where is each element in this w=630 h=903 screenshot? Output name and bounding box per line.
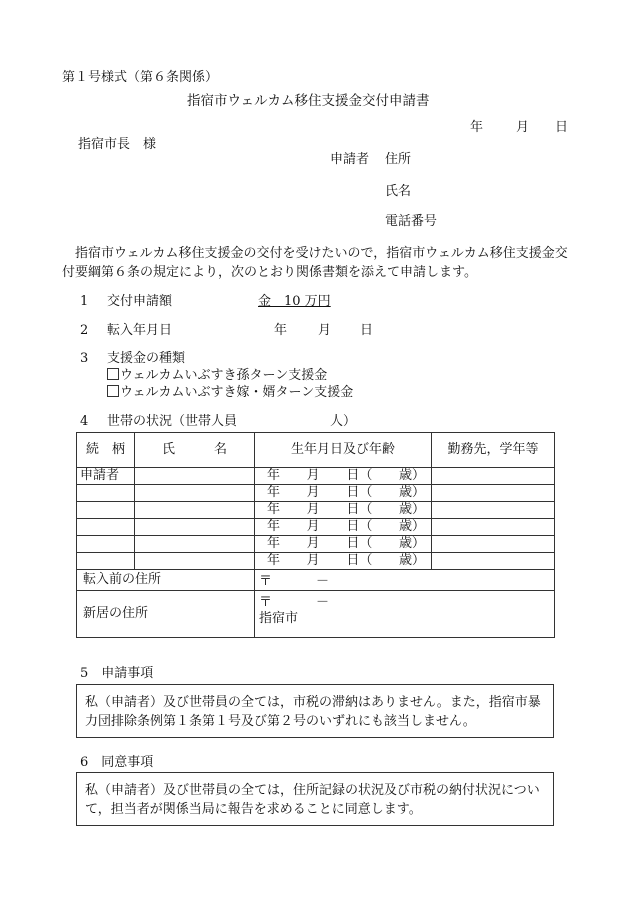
name-cell[interactable] bbox=[135, 485, 255, 502]
relation-cell[interactable] bbox=[77, 519, 135, 536]
new-address-row bbox=[77, 591, 555, 638]
date-month: 月 bbox=[516, 120, 530, 135]
postal-mark-icon: 〒 bbox=[259, 574, 273, 589]
workplace-cell[interactable] bbox=[432, 519, 555, 536]
dob-day: 日（ bbox=[346, 553, 373, 568]
header-name: 氏 名 bbox=[135, 433, 255, 468]
table-row bbox=[77, 468, 555, 485]
dob-age: 歳） bbox=[398, 553, 425, 568]
dob-month: 月 bbox=[306, 519, 320, 534]
name-cell[interactable] bbox=[135, 553, 255, 570]
dob-year: 年 bbox=[267, 468, 281, 483]
dob-age: 歳） bbox=[398, 536, 425, 551]
header-relation: 続 柄 bbox=[77, 433, 135, 468]
dob-year: 年 bbox=[267, 485, 281, 500]
dob-year: 年 bbox=[267, 536, 281, 551]
dob-age: 歳） bbox=[398, 519, 425, 534]
form-number: 第１号様式（第６条関係） bbox=[62, 70, 219, 85]
dob-cell[interactable] bbox=[255, 553, 432, 570]
name-cell[interactable] bbox=[135, 468, 255, 485]
dob-day: 日（ bbox=[346, 485, 373, 500]
dob-year: 年 bbox=[267, 519, 281, 534]
item2-month: 月 bbox=[318, 323, 332, 338]
dob-cell[interactable] bbox=[255, 519, 432, 536]
workplace-cell[interactable] bbox=[432, 536, 555, 553]
dob-day: 日（ bbox=[346, 519, 373, 534]
workplace-cell[interactable] bbox=[432, 485, 555, 502]
dob-cell[interactable] bbox=[255, 485, 432, 502]
new-address-label-text: 新居の住所 bbox=[83, 606, 149, 621]
section6-box bbox=[76, 772, 554, 826]
dob-month: 月 bbox=[306, 502, 320, 517]
section5-heading: 5 申請事項 bbox=[80, 666, 154, 681]
new-address-city: 指宿市 bbox=[259, 611, 299, 626]
dob-age: 歳） bbox=[398, 502, 425, 517]
table-row bbox=[77, 485, 555, 502]
dob-age: 歳） bbox=[398, 485, 425, 500]
option-yomemukoturn[interactable] bbox=[107, 385, 353, 401]
name-cell[interactable] bbox=[135, 502, 255, 519]
applicant-phone-label: 電話番号 bbox=[385, 214, 438, 229]
applicant-name-label: 氏名 bbox=[385, 184, 412, 199]
previous-address-row bbox=[77, 570, 555, 591]
item1-label: 交付申請額 bbox=[107, 294, 173, 309]
dob-day: 日（ bbox=[346, 536, 373, 551]
dob-day: 日（ bbox=[346, 468, 373, 483]
item4-number: 4 bbox=[80, 414, 89, 429]
name-cell[interactable] bbox=[135, 519, 255, 536]
dob-year: 年 bbox=[267, 553, 281, 568]
item2-label: 転入年月日 bbox=[107, 323, 173, 338]
new-address-label bbox=[77, 591, 255, 638]
postal-dash: － bbox=[316, 574, 330, 589]
form-title: 指宿市ウェルカム移住支援金交付申請書 bbox=[187, 93, 430, 109]
checkbox-icon[interactable] bbox=[107, 368, 119, 380]
postal-dash: － bbox=[316, 595, 330, 610]
dob-cell[interactable] bbox=[255, 502, 432, 519]
dob-month: 月 bbox=[306, 485, 320, 500]
relation-cell[interactable] bbox=[77, 502, 135, 519]
item4-suffix: 人） bbox=[330, 414, 357, 429]
table-row bbox=[77, 502, 555, 519]
name-cell[interactable] bbox=[135, 536, 255, 553]
postal-mark-icon: 〒 bbox=[259, 595, 273, 610]
dob-age: 歳） bbox=[398, 468, 425, 483]
checkbox-icon[interactable] bbox=[107, 385, 119, 397]
header-dob-age: 生年月日及び年齢 bbox=[255, 433, 432, 468]
relation-cell[interactable]: 申請者 bbox=[77, 468, 135, 485]
workplace-cell[interactable] bbox=[432, 553, 555, 570]
previous-address-label bbox=[77, 570, 255, 591]
item2-number: 2 bbox=[80, 323, 89, 338]
item2-day: 日 bbox=[360, 323, 374, 338]
table-row bbox=[77, 519, 555, 536]
item4-label: 世帯の状況（世帯人員 bbox=[107, 414, 238, 429]
header-workplace: 勤務先，学年等 bbox=[432, 433, 555, 468]
dob-year: 年 bbox=[267, 502, 281, 517]
option-label: ウェルカムいぶすき嫁・婿ターン支援金 bbox=[120, 385, 354, 400]
option-label: ウェルカムいぶすき孫ターン支援金 bbox=[120, 368, 328, 383]
section6-text: 私（申請者）及び世帯員の全ては，住所記録の状況及び市税の納付状況について，担当者が関係当局に報告を求めることに同意します。 bbox=[85, 783, 540, 817]
previous-address-label-text: 転入前の住所 bbox=[83, 572, 162, 587]
section5-text: 私（申請者）及び世帯員の全ては，市税の滞納はありません。また，指宿市暴力団排除条例第１条第１号及び第２号のいずれにも該当しません。 bbox=[85, 695, 541, 729]
dob-cell[interactable] bbox=[255, 468, 432, 485]
intro-paragraph: 指宿市ウェルカム移住支援金の交付を受けたいので，指宿市ウェルカム移住支援金交付要綱第６条の規定により，次のとおり関係書類を添えて申請します。 bbox=[62, 246, 568, 280]
section5-box bbox=[76, 684, 554, 738]
item1-number: 1 bbox=[80, 294, 89, 309]
new-address-value[interactable] bbox=[255, 591, 555, 638]
dob-month: 月 bbox=[306, 553, 320, 568]
item3-number: 3 bbox=[80, 351, 89, 366]
item3-label: 支援金の種類 bbox=[107, 351, 186, 366]
household-table bbox=[76, 432, 555, 638]
item2-year: 年 bbox=[274, 323, 288, 338]
date-year: 年 bbox=[470, 120, 484, 135]
addressee: 指宿市長 様 bbox=[78, 137, 157, 152]
date-day: 日 bbox=[555, 120, 569, 135]
relation-cell[interactable] bbox=[77, 553, 135, 570]
item1-amount: 金 10 万円 bbox=[258, 294, 331, 309]
table-header-row bbox=[77, 433, 555, 468]
relation-cell[interactable] bbox=[77, 536, 135, 553]
table-row bbox=[77, 536, 555, 553]
applicant-label: 申請者 bbox=[330, 152, 370, 167]
applicant-address-label: 住所 bbox=[385, 152, 412, 167]
dob-month: 月 bbox=[306, 536, 320, 551]
dob-month: 月 bbox=[306, 468, 320, 483]
option-magoturn[interactable] bbox=[107, 368, 327, 384]
dob-day: 日（ bbox=[346, 502, 373, 517]
table-row bbox=[77, 553, 555, 570]
workplace-cell[interactable] bbox=[432, 468, 555, 485]
relation-cell[interactable] bbox=[77, 485, 135, 502]
previous-address-value[interactable] bbox=[255, 570, 555, 591]
section6-heading: 6 同意事項 bbox=[80, 755, 154, 770]
workplace-cell[interactable] bbox=[432, 502, 555, 519]
dob-cell[interactable] bbox=[255, 536, 432, 553]
